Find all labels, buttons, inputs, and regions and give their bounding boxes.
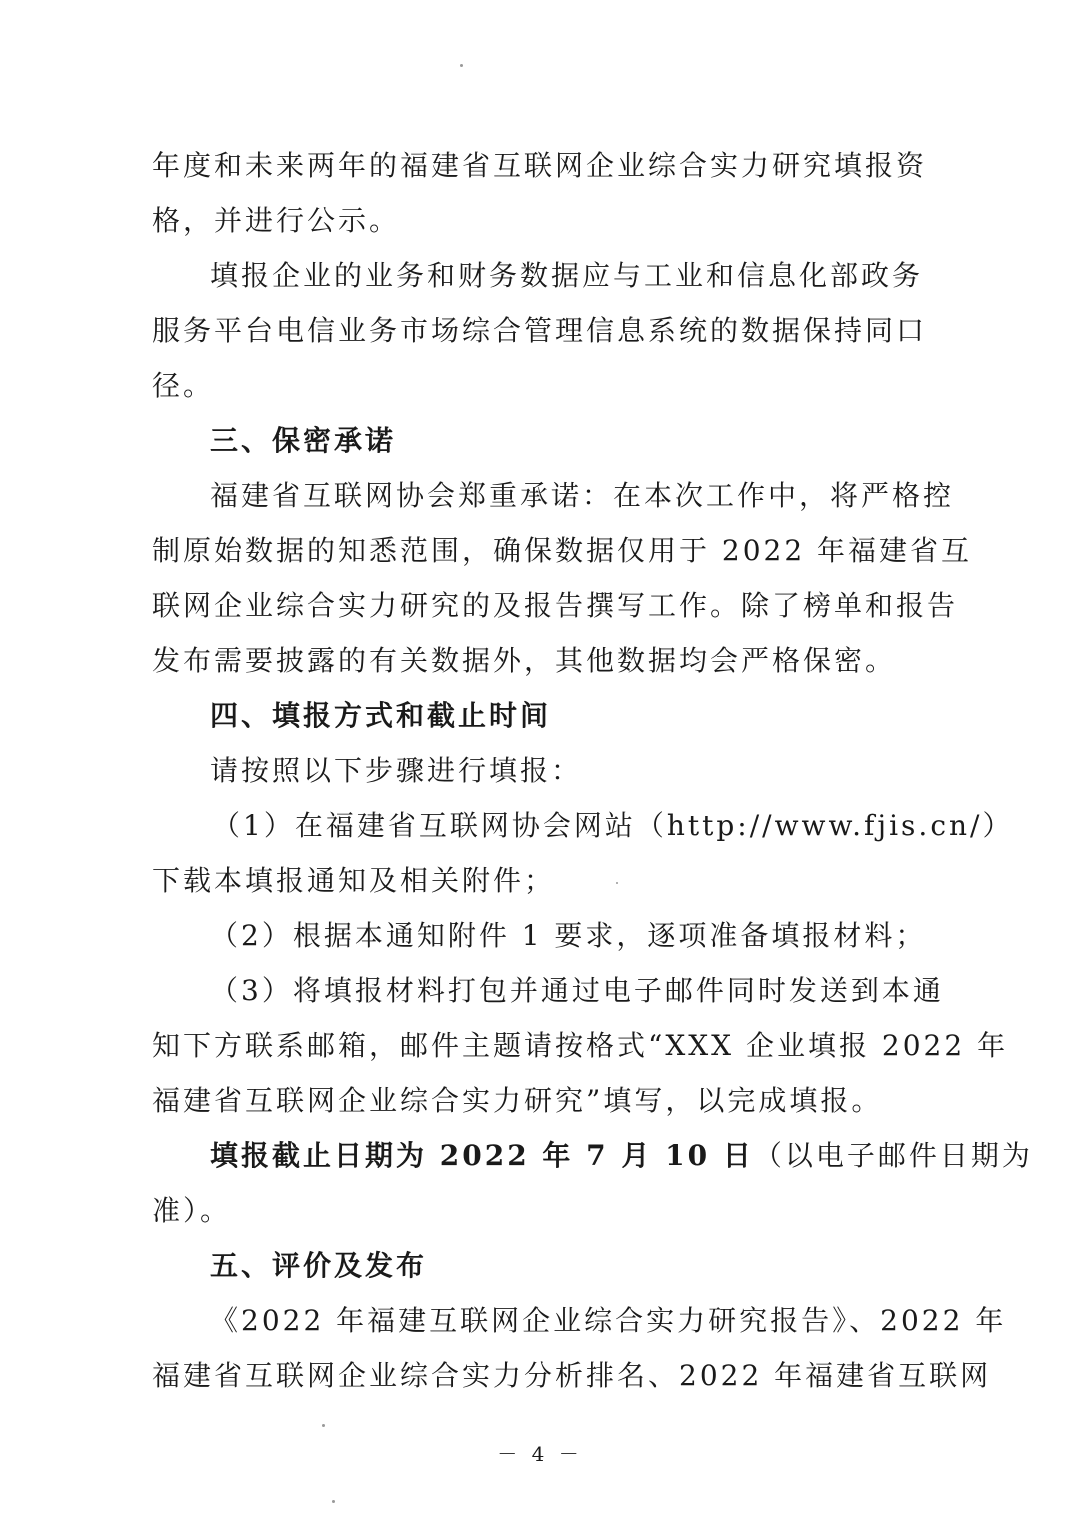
step-1-line: 下载本填报通知及相关附件； bbox=[152, 864, 556, 897]
paragraph-line: 福建省互联网协会郑重承诺：在本次工作中，将严格控 bbox=[210, 479, 955, 512]
section-heading-evaluation: 五、评价及发布 bbox=[210, 1249, 428, 1282]
scan-speck bbox=[332, 1500, 335, 1503]
paragraph-line: 服务平台电信业务市场综合管理信息系统的数据保持同口 bbox=[152, 314, 928, 347]
deadline-line bbox=[152, 1128, 1033, 1183]
deadline-bold: 填报截止日期为 2022 年 7 月 10 日 bbox=[210, 1139, 754, 1172]
paragraph-line: 格，并进行公示。 bbox=[152, 204, 401, 237]
scan-speck bbox=[616, 882, 618, 884]
step-3-line: 知下方联系邮箱，邮件主题请按格式“XXX 企业填报 2022 年 bbox=[152, 1029, 1009, 1062]
deadline-line: 准）。 bbox=[152, 1194, 232, 1227]
scan-speck bbox=[460, 64, 463, 67]
step-3-line: （3）将填报材料打包并通过电子邮件同时发送到本通 bbox=[210, 974, 944, 1007]
page-number: － 4 － bbox=[497, 1442, 583, 1466]
document-body bbox=[152, 138, 1033, 1403]
paragraph-line: 请按照以下步骤进行填报： bbox=[210, 754, 583, 787]
paragraph-line: 发布需要披露的有关数据外，其他数据均会严格保密。 bbox=[152, 644, 897, 677]
step-1-line: （1）在福建省互联网协会网站（http://www.fjis.cn/） bbox=[212, 809, 1014, 842]
section-heading-submission: 四、填报方式和截止时间 bbox=[210, 699, 552, 732]
scan-speck bbox=[322, 1424, 325, 1427]
paragraph-line: 年度和未来两年的福建省互联网企业综合实力研究填报资 bbox=[152, 149, 928, 182]
paragraph-line: 福建省互联网企业综合实力分析排名、2022 年福建省互联网 bbox=[152, 1359, 992, 1392]
paragraph-line: 径。 bbox=[152, 369, 215, 402]
deadline-note: （以电子邮件日期为 bbox=[753, 1139, 1033, 1172]
paragraph-line: 《2022 年福建互联网企业综合实力研究报告》、2022 年 bbox=[210, 1304, 1007, 1337]
paragraph-line: 填报企业的业务和财务数据应与工业和信息化部政务 bbox=[210, 259, 924, 292]
paragraph-line: 制原始数据的知悉范围，确保数据仅用于 2022 年福建省互 bbox=[152, 534, 973, 567]
step-2-line: （2）根据本通知附件 1 要求，逐项准备填报材料； bbox=[210, 919, 927, 952]
section-heading-confidentiality: 三、保密承诺 bbox=[210, 424, 397, 457]
step-3-line: 福建省互联网企业综合实力研究”填写，以完成填报。 bbox=[152, 1084, 883, 1117]
paragraph-line: 联网企业综合实力研究的及报告撰写工作。除了榜单和报告 bbox=[152, 589, 959, 622]
